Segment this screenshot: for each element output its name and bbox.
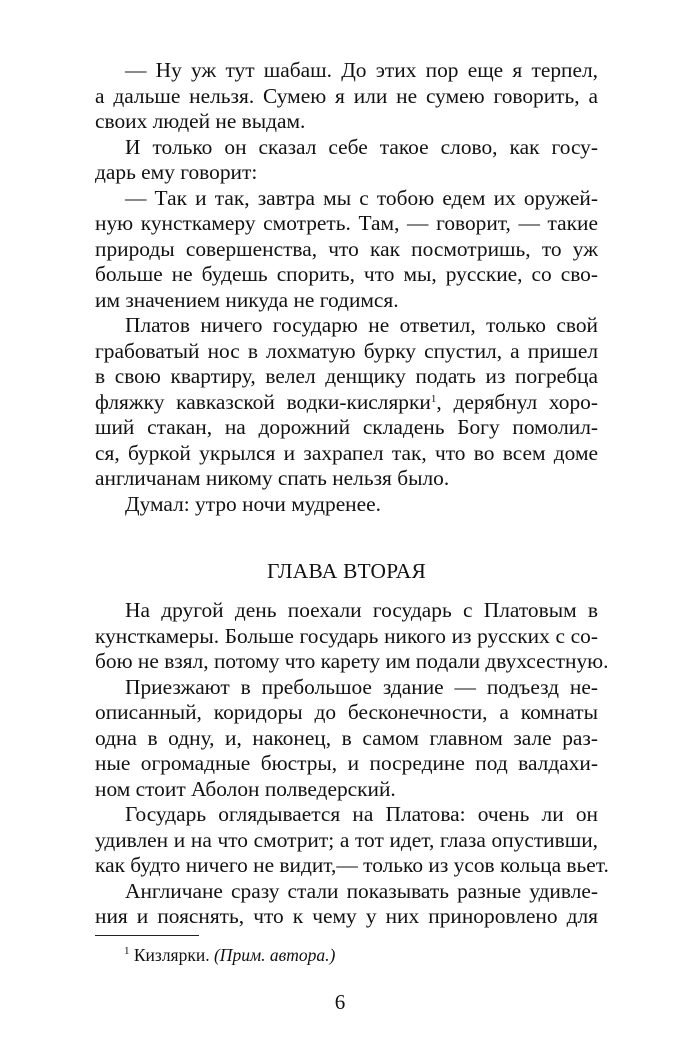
text-line: Приезжают в пребольшое здание — подъезд не- [125, 674, 598, 699]
text-line: Англичане сразу стали показывать разные удивле- [125, 878, 598, 903]
paragraph [95, 313, 598, 492]
text-line: грабоватый нос в лохматую бурку спустил, а пришел [95, 338, 598, 363]
footnote-marker: 1 [124, 945, 130, 957]
text-line: ший стакан, на дорожний складень Богу помолил- [95, 415, 598, 439]
paragraph [95, 186, 598, 314]
text-line: ся, буркой укрылся и захрапел так, что во всем доме [95, 440, 598, 465]
text-line: в свою квартиру, велел денщику подать из погребца [95, 364, 598, 388]
text-line: англичанам никому спать нельзя было. [95, 466, 450, 490]
paragraph [95, 58, 598, 135]
text-line: им значением никуда не годимся. [95, 287, 399, 312]
text-line: своих людей не выдам. [95, 109, 306, 133]
paragraph [95, 135, 598, 186]
text-line: бою не взял, потому что карету им подали двухсестную. [95, 649, 609, 673]
chapter-title: ГЛАВА ВТОРАЯ [266, 559, 427, 583]
text-line: природы совершенства, что как посмотришь, то уж [95, 236, 598, 261]
text-line-with-footnote [95, 390, 598, 416]
text-line: ния и пояснять, что к чему у них приноровлено для [95, 904, 598, 928]
text-line: а дальше нельзя. Сумею я или не сумею говорить, а [95, 83, 598, 108]
page-number: 6 [334, 990, 346, 1014]
text-line: удивлен и на что смотрит; а тот идет, глаза опустивши, [95, 827, 598, 852]
text-line: Думал: утро ночи мудренее. [125, 491, 381, 516]
text-line: ном стоит Аболон полведерский. [95, 776, 396, 801]
text-line: как будто ничего не видит,— только из усов кольца вьет. [95, 853, 609, 877]
text-line: На другой день поехали государь с Платовым в [125, 598, 598, 622]
footnote [124, 944, 335, 966]
text-line: И только он сказал себе такое слово, как госу- [125, 134, 598, 159]
footnote-divider [95, 935, 199, 936]
paragraph [95, 492, 598, 518]
text-line: — Так и так, завтра мы с тобою едем их оружей- [125, 185, 598, 210]
paragraph [95, 879, 598, 930]
text-line: кунсткамеры. Больше государь никого из русских с со- [95, 623, 598, 648]
text-segment: , дерябнул хоро- [436, 389, 598, 414]
text-section-1 [95, 58, 598, 517]
text-line: больше не будешь спорить, что мы, русские, со сво- [95, 262, 598, 286]
text-line: ную кунсткамеру смотреть. Там, — говорит, — такие [95, 211, 598, 235]
paragraph [95, 675, 598, 803]
chapter-body [95, 598, 609, 930]
text-line: дарь ему говорит: [95, 160, 258, 184]
text-line: — Ну уж тут шабаш. До этих пор еще я терпел, [125, 58, 598, 82]
footnote-text: Кизлярки. [133, 945, 210, 965]
text-line: одна в одну, и, наконец, в самом главном зале раз- [95, 725, 598, 750]
text-line: ные огромадные бюстры, и посредине под валдахи- [95, 751, 598, 775]
text-line: Государь оглядывается на Платова: очень ли он [125, 802, 598, 826]
text-segment: фляжку кавказской водки-кислярки [95, 389, 431, 414]
footnote-marker: 1 [430, 392, 437, 405]
paragraph [95, 598, 609, 675]
text-line: Платов ничего государю не ответил, только свой [125, 313, 598, 337]
text-line: описанный, коридоры до бесконечности, а комнаты [95, 700, 598, 724]
footnote-note: (Прим. автора.) [213, 945, 336, 965]
paragraph [95, 802, 609, 879]
